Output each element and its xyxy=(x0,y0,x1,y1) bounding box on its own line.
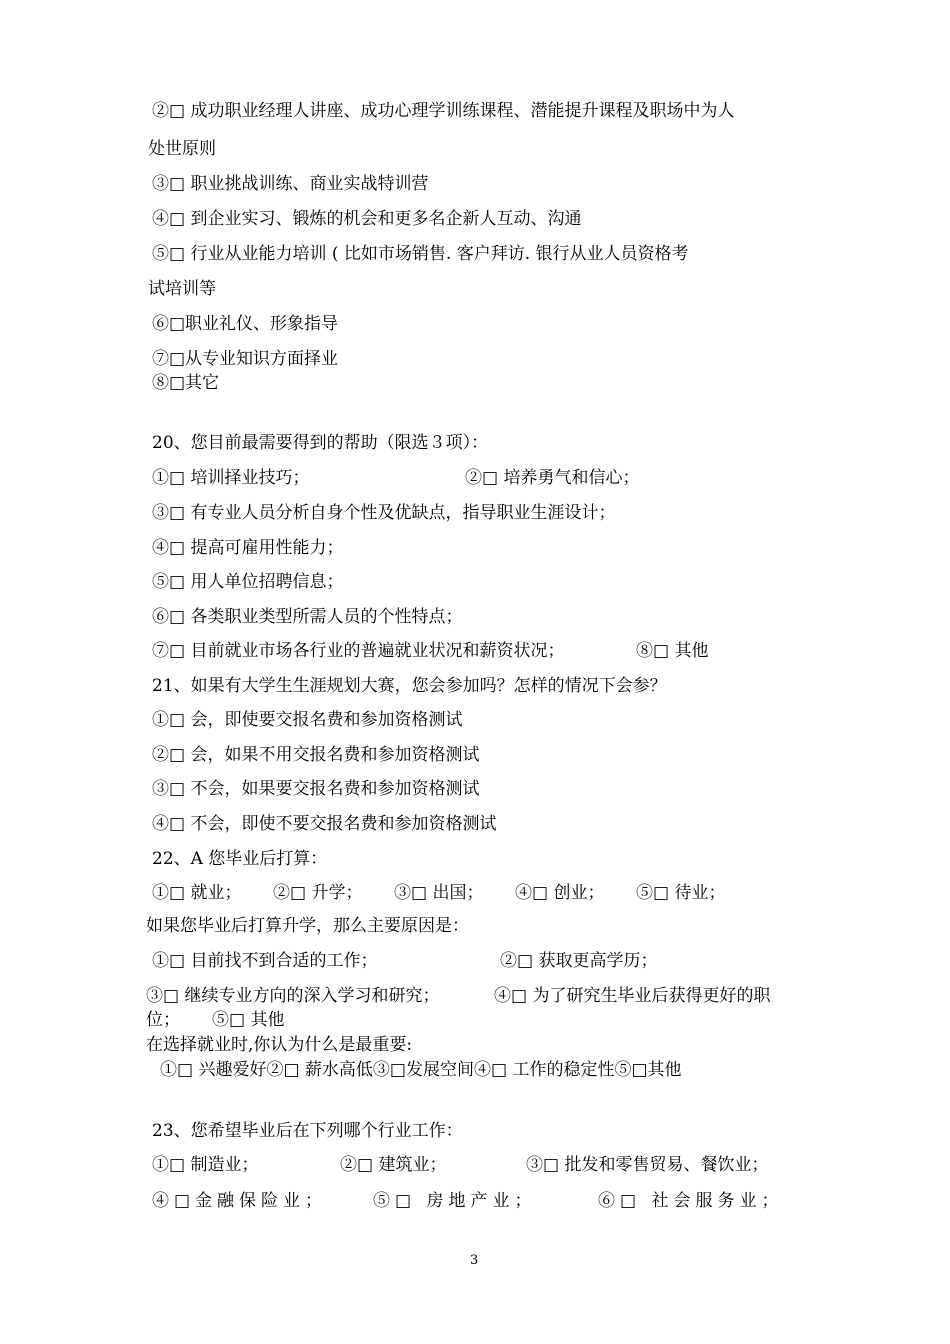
q22-study-question: 如果您毕业后打算升学，那么主要原因是： xyxy=(146,916,469,936)
q20-option-5: ⑤□ 用人单位招聘信息； xyxy=(152,572,344,592)
q22-job-options: ①□ 兴趣爱好②□ 薪水高低③□发展空间④□ 工作的稳定性⑤□其他 xyxy=(160,1060,682,1080)
q19-option-5-line1: ⑤□ 行业从业能力培训 ( 比如市场销售. 客户拜访. 银行从业人员资格考 xyxy=(152,244,689,264)
q21-option-1: ①□ 会，即使要交报名费和参加资格测试 xyxy=(152,710,463,730)
page-number: 3 xyxy=(470,1253,479,1268)
q23-option-2: ②□ 建筑业； xyxy=(340,1155,447,1175)
q20-option-1: ①□ 培训择业技巧； xyxy=(152,468,310,488)
q22-study-option-4-line2: 位； xyxy=(146,1010,180,1030)
q22-study-option-4-line1: ④□ 为了研究生毕业后获得更好的职 xyxy=(494,986,771,1006)
q19-option-2-line1: ②□ 成功职业经理人讲座、成功心理学训练课程、潜能提升课程及职场中为人 xyxy=(152,101,735,121)
q22-job-question: 在选择就业时,你认为什么是最重要: xyxy=(146,1035,413,1055)
q21-question: 21、如果有大学生生涯规划大赛，您会参加吗？怎样的情况下会参？ xyxy=(152,676,667,696)
q19-option-4: ④□ 到企业实习、锻炼的机会和更多名企新人互动、沟通 xyxy=(152,209,582,229)
q23-option-4: ④□金融保险业； xyxy=(152,1191,328,1211)
q20-option-7: ⑦□ 目前就业市场各行业的普遍就业状况和薪资状况； xyxy=(152,641,565,661)
q22-study-option-2: ②□ 获取更高学历； xyxy=(500,951,658,971)
q20-option-2: ②□ 培养勇气和信心； xyxy=(465,468,640,488)
q22-plan-option-5: ⑤□ 待业； xyxy=(636,883,726,903)
q19-option-7: ⑦□从专业知识方面择业 xyxy=(152,349,339,369)
q19-option-2-line2: 处世原则 xyxy=(148,139,216,159)
q20-question: 20、您目前最需要得到的帮助（限选３项）： xyxy=(152,433,489,453)
q20-option-8: ⑧□ 其他 xyxy=(636,641,709,661)
q21-option-4: ④□ 不会，即使不要交报名费和参加资格测试 xyxy=(152,814,497,834)
q23-option-1: ①□ 制造业； xyxy=(152,1155,259,1175)
q22-plan-option-3: ③□ 出国； xyxy=(394,883,484,903)
q22-plan-option-2: ②□ 升学； xyxy=(273,883,363,903)
q19-option-8: ⑧□其它 xyxy=(152,373,220,393)
q23-option-5: ⑤□ 房地产业； xyxy=(373,1191,537,1211)
q22-study-option-1: ①□ 目前找不到合适的工作； xyxy=(152,951,378,971)
q23-question: 23、您希望毕业后在下列哪个行业工作： xyxy=(152,1121,463,1141)
q22-plan-option-4: ④□ 创业； xyxy=(515,883,605,903)
q20-option-6: ⑥□ 各类职业类型所需人员的个性特点； xyxy=(152,607,463,627)
q22-study-option-5: ⑤□ 其他 xyxy=(212,1010,285,1030)
q19-option-5-line2: 试培训等 xyxy=(148,279,216,299)
q22-plan-option-1: ①□ 就业； xyxy=(152,883,242,903)
q22-study-option-3: ③□ 继续专业方向的深入学习和研究； xyxy=(146,986,440,1006)
q20-option-3: ③□ 有专业人员分析自身个性及优缺点，指导职业生涯设计； xyxy=(152,503,616,523)
q23-option-6: ⑥□ 社会服务业； xyxy=(598,1191,784,1211)
q21-option-2: ②□ 会，如果不用交报名费和参加资格测试 xyxy=(152,745,480,765)
q22-question: 22、A 您毕业后打算： xyxy=(152,849,328,869)
q19-option-6: ⑥□职业礼仪、形象指导 xyxy=(152,314,339,334)
q19-option-3: ③□ 职业挑战训练、商业实战特训营 xyxy=(152,174,429,194)
q23-option-3: ③□ 批发和零售贸易、餐饮业； xyxy=(526,1155,769,1175)
q20-option-4: ④□ 提高可雇用性能力； xyxy=(152,538,344,558)
q21-option-3: ③□ 不会，如果要交报名费和参加资格测试 xyxy=(152,779,480,799)
